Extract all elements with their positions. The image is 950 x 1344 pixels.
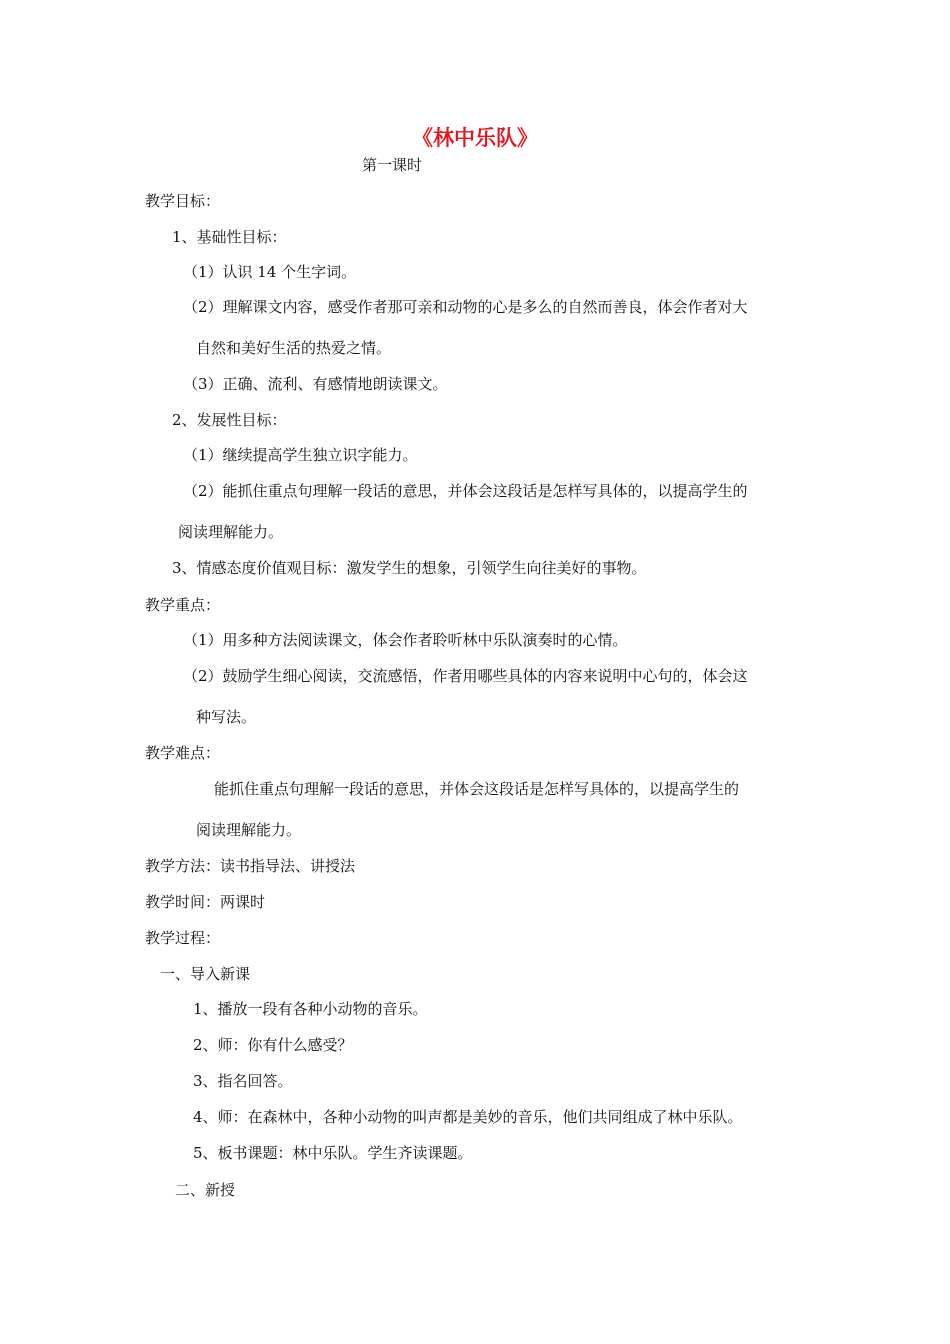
objectives-heading: 教学目标： [145, 192, 221, 210]
process-step: 3、指名回答。 [193, 1072, 293, 1090]
process-step: 1、播放一段有各种小动物的音乐。 [193, 1000, 428, 1018]
key-points-heading: 教学重点： [145, 596, 221, 614]
development-objective-item: （2）能抓住重点句理解一段话的意思，并体会这段话是怎样写具体的，以提高学生的 [183, 482, 748, 500]
emotion-objective: 3、情感态度价值观目标：激发学生的想象，引领学生向往美好的事物。 [172, 559, 647, 577]
difficulty-item: 能抓住重点句理解一段话的意思，并体会这段话是怎样写具体的，以提高学生的 [214, 780, 740, 798]
teaching-time: 教学时间：两课时 [145, 893, 266, 911]
development-objective-item: 阅读理解能力。 [178, 523, 284, 541]
key-point-item: （1）用多种方法阅读课文，体会作者聆听林中乐队演奏时的心情。 [183, 631, 628, 649]
process-step: 4、师：在森林中，各种小动物的叫声都是美妙的音乐，他们共同组成了林中乐队。 [193, 1108, 743, 1126]
basic-objective-item: （2）理解课文内容，感受作者那可亲和动物的心是多么的自然而善良，体会作者对大 [183, 298, 748, 316]
lesson-period: 第一课时 [362, 156, 423, 174]
development-objectives-heading: 2、发展性目标： [172, 411, 287, 429]
process-step: 2、师：你有什么感受？ [193, 1036, 353, 1054]
basic-objectives-heading: 1、基础性目标： [172, 228, 287, 246]
key-point-item: （2）鼓励学生细心阅读，交流感悟，作者用哪些具体的内容来说明中心句的，体会这 [183, 667, 748, 685]
basic-objective-item: （1）认识 14 个生字词。 [183, 263, 357, 281]
difficulty-item: 阅读理解能力。 [196, 821, 302, 839]
teaching-method: 教学方法：读书指导法、讲授法 [145, 857, 356, 875]
document-title: 《林中乐队》 [412, 125, 538, 150]
section-heading: 一、导入新课 [160, 965, 251, 983]
process-heading: 教学过程： [145, 929, 221, 947]
key-point-item: 种写法。 [196, 708, 257, 726]
difficulties-heading: 教学难点： [145, 744, 221, 762]
basic-objective-item: （3）正确、流利、有感情地朗读课文。 [183, 375, 448, 393]
section-heading: 二、新授 [175, 1181, 236, 1199]
development-objective-item: （1）继续提高学生独立识字能力。 [183, 446, 418, 464]
basic-objective-item: 自然和美好生活的热爱之情。 [196, 339, 392, 357]
process-step: 5、板书课题：林中乐队。学生齐读课题。 [193, 1144, 473, 1162]
